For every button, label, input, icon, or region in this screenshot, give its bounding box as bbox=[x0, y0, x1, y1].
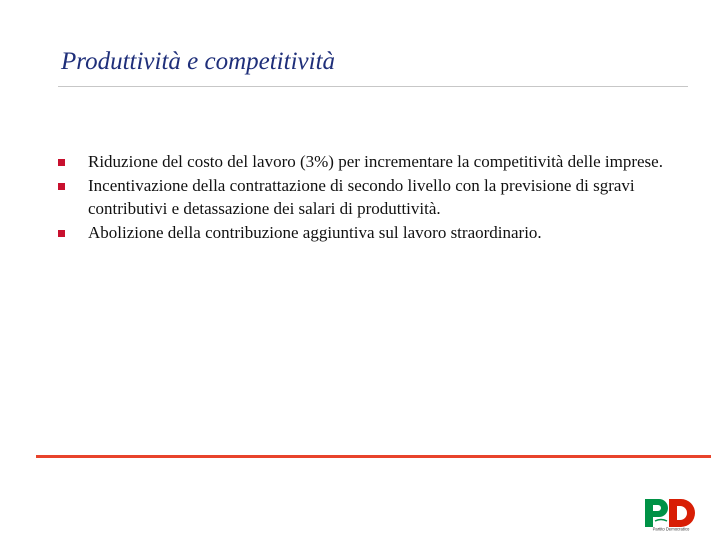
bullet-item bbox=[56, 174, 666, 221]
square-bullet-icon bbox=[58, 159, 65, 166]
bullet-text: Incentivazione della contrattazione di secondo livello con la previsione di sgravi contributivi e detassazione dei salari di produttività. bbox=[88, 175, 635, 218]
bullet-text: Abolizione della contribuzione aggiuntiva sul lavoro straordinario. bbox=[88, 222, 542, 242]
bullet-list bbox=[56, 150, 666, 244]
footer-divider bbox=[36, 455, 711, 458]
logo-caption: Partito Democratico bbox=[652, 526, 690, 531]
square-bullet-icon bbox=[58, 230, 65, 237]
square-bullet-icon bbox=[58, 183, 65, 190]
title-divider bbox=[58, 86, 688, 87]
slide-title: Produttività e competitività bbox=[61, 48, 336, 75]
bullet-item bbox=[56, 221, 666, 245]
pd-logo bbox=[643, 497, 700, 531]
bullet-text: Riduzione del costo del lavoro (3%) per incrementare la competitività delle imprese. bbox=[88, 152, 663, 171]
bullet-item bbox=[56, 150, 666, 174]
